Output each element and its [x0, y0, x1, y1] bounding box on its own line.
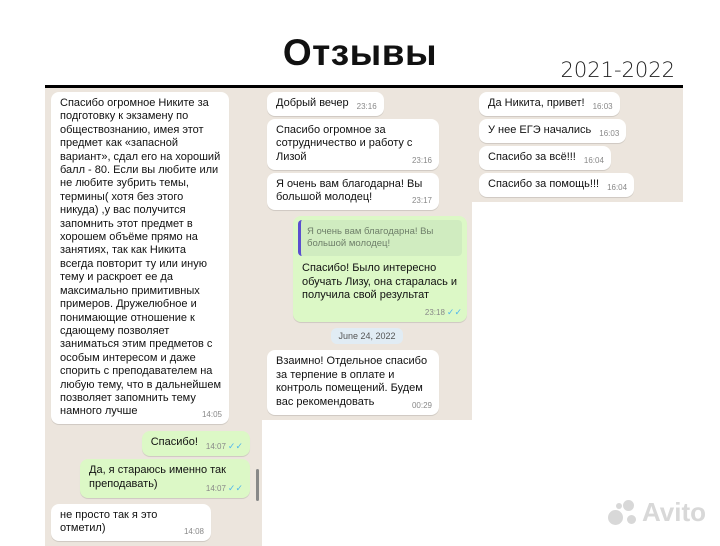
message-bubble [293, 216, 467, 322]
message-text: Спасибо! Было интересно обучать Лизу, она старалась и получила свой результат [302, 262, 458, 302]
message-time: 23:16 [411, 155, 432, 165]
avito-logo-icon [608, 500, 638, 526]
message-bubble [479, 173, 634, 197]
message-bubble [267, 173, 439, 210]
message-text: Я очень вам благодарна! Вы большой молодец! [276, 177, 423, 204]
chat-screenshot-1 [45, 88, 262, 546]
message-time: 14:07 [205, 483, 226, 493]
double-check-icon: ✓✓ [227, 441, 243, 452]
message-bubble [479, 119, 626, 143]
avito-watermark [608, 497, 706, 528]
quoted-message[interactable]: Я очень вам благодарна! Вы большой молодец! [298, 220, 462, 256]
chat-screenshot-3 [472, 88, 683, 202]
message-text: Да Никита, привет! [488, 97, 585, 109]
message-text: Спасибо за всё!!! [488, 151, 576, 163]
message-text: Добрый вечер [276, 97, 349, 109]
double-check-icon: ✓✓ [446, 307, 462, 318]
date-separator: June 24, 2022 [331, 328, 402, 344]
message-time: 16:04 [583, 156, 604, 165]
page-title: Отзывы [282, 32, 438, 73]
message-time: 14:05 [201, 410, 222, 420]
message-bubble [267, 350, 439, 414]
message-bubble [51, 504, 211, 541]
message-time: 14:08 [183, 527, 204, 537]
message-text: Спасибо огромное Никите за подготовку к экзамену по обществознанию, имея этот предмет как «запасной вариант», сдал его на хороший балл - 80. Если вы любите или не любите зубрить темы, термины( хотя без этого никуда) ,у вас получится запомнить этот предмет в хорошем объёме прямо на занятиях, так как Никита всегда повторит ту или иную тему и раскроет ее да максимально примитивных примеров. Дружелюбное и понимающие отношение к сдающему позволяет заниматься этим предметов с особым интересом и даже спорить с преподавателем на любую тему, что в дальнейшем позволяет запомнить тему намного лучше [60, 97, 222, 418]
message-bubble [80, 459, 250, 497]
message-time: 23:18 [424, 308, 445, 318]
message-time: 16:03 [592, 102, 613, 111]
message-bubble [479, 146, 611, 170]
message-time: 14:07 [205, 442, 226, 452]
message-text: не просто так я это отметил) [60, 508, 158, 535]
message-text: Взаимно! Отдельное спасибо за терпение в оплате и контроль помещений. Будем вас рекомендовать [276, 355, 428, 408]
message-bubble [479, 92, 620, 116]
message-text: Спасибо огромное за сотрудничество и работу с Лизой [276, 124, 413, 163]
message-text: Да, я стараюсь именно так преподавать) [89, 464, 226, 490]
double-check-icon: ✓✓ [227, 482, 243, 493]
message-bubble [267, 92, 384, 116]
years-label: 2021-2022 [560, 58, 675, 82]
message-time: 23:17 [411, 196, 432, 206]
message-bubble [51, 92, 229, 424]
message-time: 16:04 [607, 183, 628, 192]
message-text: У нее ЕГЭ начались [488, 124, 592, 136]
message-time: 23:16 [356, 102, 377, 111]
message-text: Спасибо! [150, 436, 198, 449]
message-time: 00:29 [411, 400, 432, 410]
chat-screenshot-2 [262, 88, 472, 420]
message-text: Спасибо за помощь!!! [488, 178, 600, 190]
message-time: 16:03 [599, 129, 620, 138]
avito-wordmark: Avito [641, 497, 706, 527]
scrollbar[interactable] [256, 469, 259, 501]
message-bubble [267, 119, 439, 170]
message-bubble [142, 431, 250, 456]
